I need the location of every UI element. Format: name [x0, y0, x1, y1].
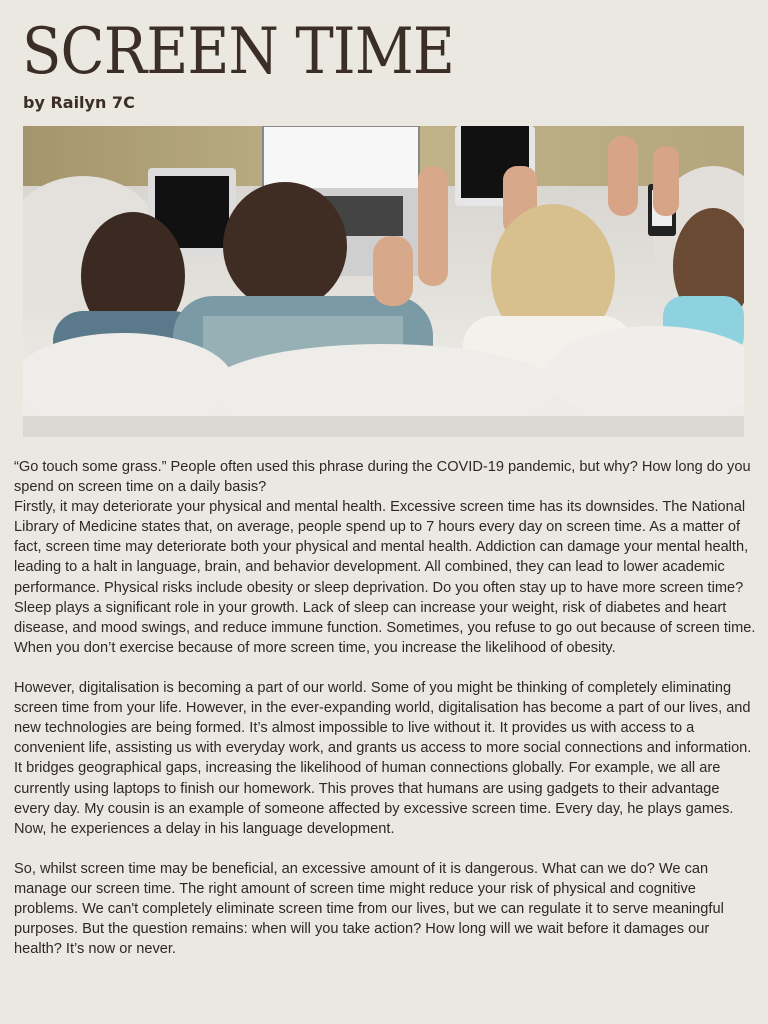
health-paragraph: Firstly, it may deteriorate your physical and mental health. Excessive screen time has its downsides. The National Library of Medicine states that, on average, people spend up to 7 hours every day on screen time. As a matter of fact, screen time may deteriorate both your physical and mental health. Addiction can damage your mental health, leading to a halt in language, brain, and behavior development. All combined, they can lead to lower academic performance. Physical risks include obesity or sleep deprivation. Do you often stay up to have more screen time? Sleep plays a significant role in your growth. Lack of sleep can increase your weight, risk of diabetes and heart disease, and mood swings, and reduce immune function. Sometimes, you refuse to go out because of screen time. When you don’t exercise because of more screen time, you increase the likelihood of obesity.: [14, 499, 756, 656]
family-on-sofa-photo: [23, 126, 744, 437]
conclusion-paragraph: So, whilst screen time may be beneficial, an excessive amount of it is dangerous. What can we do? We can manage our screen time. The right amount of screen time might reduce your risk of physical and cognitive problems. We can't completely eliminate screen time from our lives, but we can regulate it to serve meaningful purposes. But the question remains: when will you take action? How long will we wait before it damages our health? It’s now or never.: [14, 860, 724, 958]
intro-paragraph: “Go touch some grass.” People often used this phrase during the COVID-19 pandemic, but why? How long do you spend on screen time on a daily basis?: [14, 459, 751, 496]
author-byline: by Railyn 7C: [23, 93, 135, 112]
digitalisation-paragraph: However, digitalisation is becoming a part of our world. Some of you might be thinking of completely eliminating screen time from your life. However, in the ever-expanding world, digitalisation has become a part of our lives, and new technologies are being formed. It’s almost impossible to live without it. It provides us with access to a convenient life, assisting us with everyday work, and grants us access to more social connections and information. It bridges geographical gaps, increasing the likelihood of human connections globally. For example, we all are currently using laptops to finish our homework. This proves that humans are using gadgets to their advantage every day. My cousin is an example of someone affected by excessive screen time. Every day, he plays games. Now, he experiences a delay in his language development.: [14, 680, 752, 837]
article-body: [14, 457, 759, 959]
article-title: SCREEN TIME: [22, 15, 454, 89]
